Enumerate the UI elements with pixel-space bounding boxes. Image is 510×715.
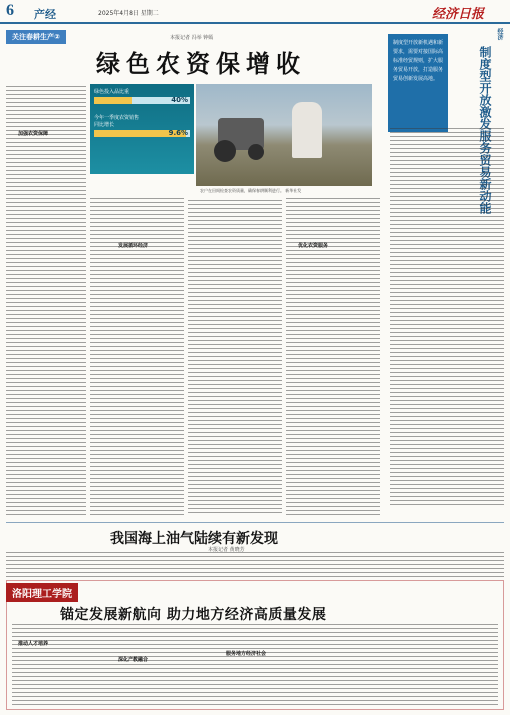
- right-box: 制度型开放新机遇和新要求，需要对接国际高标准经贸规则，扩大服务贸易开放，打造服务贸易创新发展高地。: [388, 34, 448, 132]
- newspaper-logo: 经济日报: [431, 7, 484, 22]
- section-divider: [6, 522, 504, 523]
- left-column-text: [6, 86, 86, 516]
- mid-column-2: [188, 200, 282, 516]
- tractor-wheel: [248, 144, 264, 160]
- infobox-bar-2: [94, 130, 190, 137]
- farmer-figure: [292, 102, 322, 158]
- infobox-value3: 9.6%: [168, 129, 188, 137]
- college-name: 洛阳理工学院: [6, 583, 78, 602]
- second-story-text: [6, 552, 504, 578]
- bottom-story-text: [12, 624, 498, 706]
- infobox-bar-1: [94, 97, 190, 104]
- bottom-subhead-2: 深化产教融合: [118, 657, 149, 663]
- bottom-subhead-1: 推动人才培养: [18, 641, 49, 647]
- bottom-story-title: 锚定发展新航向 助力地方经济高质量发展: [60, 607, 327, 623]
- infobox-line3: 同比增长: [94, 122, 115, 128]
- top-story-title: 绿色农资保增收: [96, 49, 306, 78]
- top-byline: 本报记者 冯举 钟嫣: [170, 35, 214, 41]
- farm-photo: [196, 84, 372, 186]
- subhead-3: 优化农资服务: [298, 243, 329, 249]
- infobox-value1: 40%: [171, 96, 188, 104]
- subhead-1: 加强农资保障: [18, 131, 49, 137]
- right-column-text: [390, 128, 504, 508]
- column-tag: 关注春耕生产②: [6, 30, 66, 44]
- page-header: [0, 0, 510, 24]
- subhead-2: 发展循环经济: [118, 243, 149, 249]
- right-tag: 经济: [496, 28, 503, 40]
- photo-caption: 农户在田间检查农资质量，确保春耕顺利进行。 新华社发: [200, 188, 302, 193]
- infobox-bar-fill-1: [94, 97, 132, 104]
- infobox-line2: 今年一季度农资销售: [94, 115, 140, 121]
- infobox-line1: 绿色投入品比重: [94, 89, 130, 95]
- bottom-subhead-3: 服务地方经济社会: [226, 651, 267, 657]
- right-title: 制度型开放激发服务贸易新动能: [478, 46, 492, 214]
- issue-date: 2025年4月8日 星期二: [98, 10, 159, 17]
- section-name: 产经: [34, 8, 56, 21]
- stats-infobox: [90, 84, 194, 174]
- second-story-title: 我国海上油气陆续有新发现: [110, 531, 278, 547]
- page-number: 6: [6, 2, 14, 19]
- tractor-wheel: [214, 140, 236, 162]
- second-byline: 本报记者 黄晓芳: [208, 547, 245, 553]
